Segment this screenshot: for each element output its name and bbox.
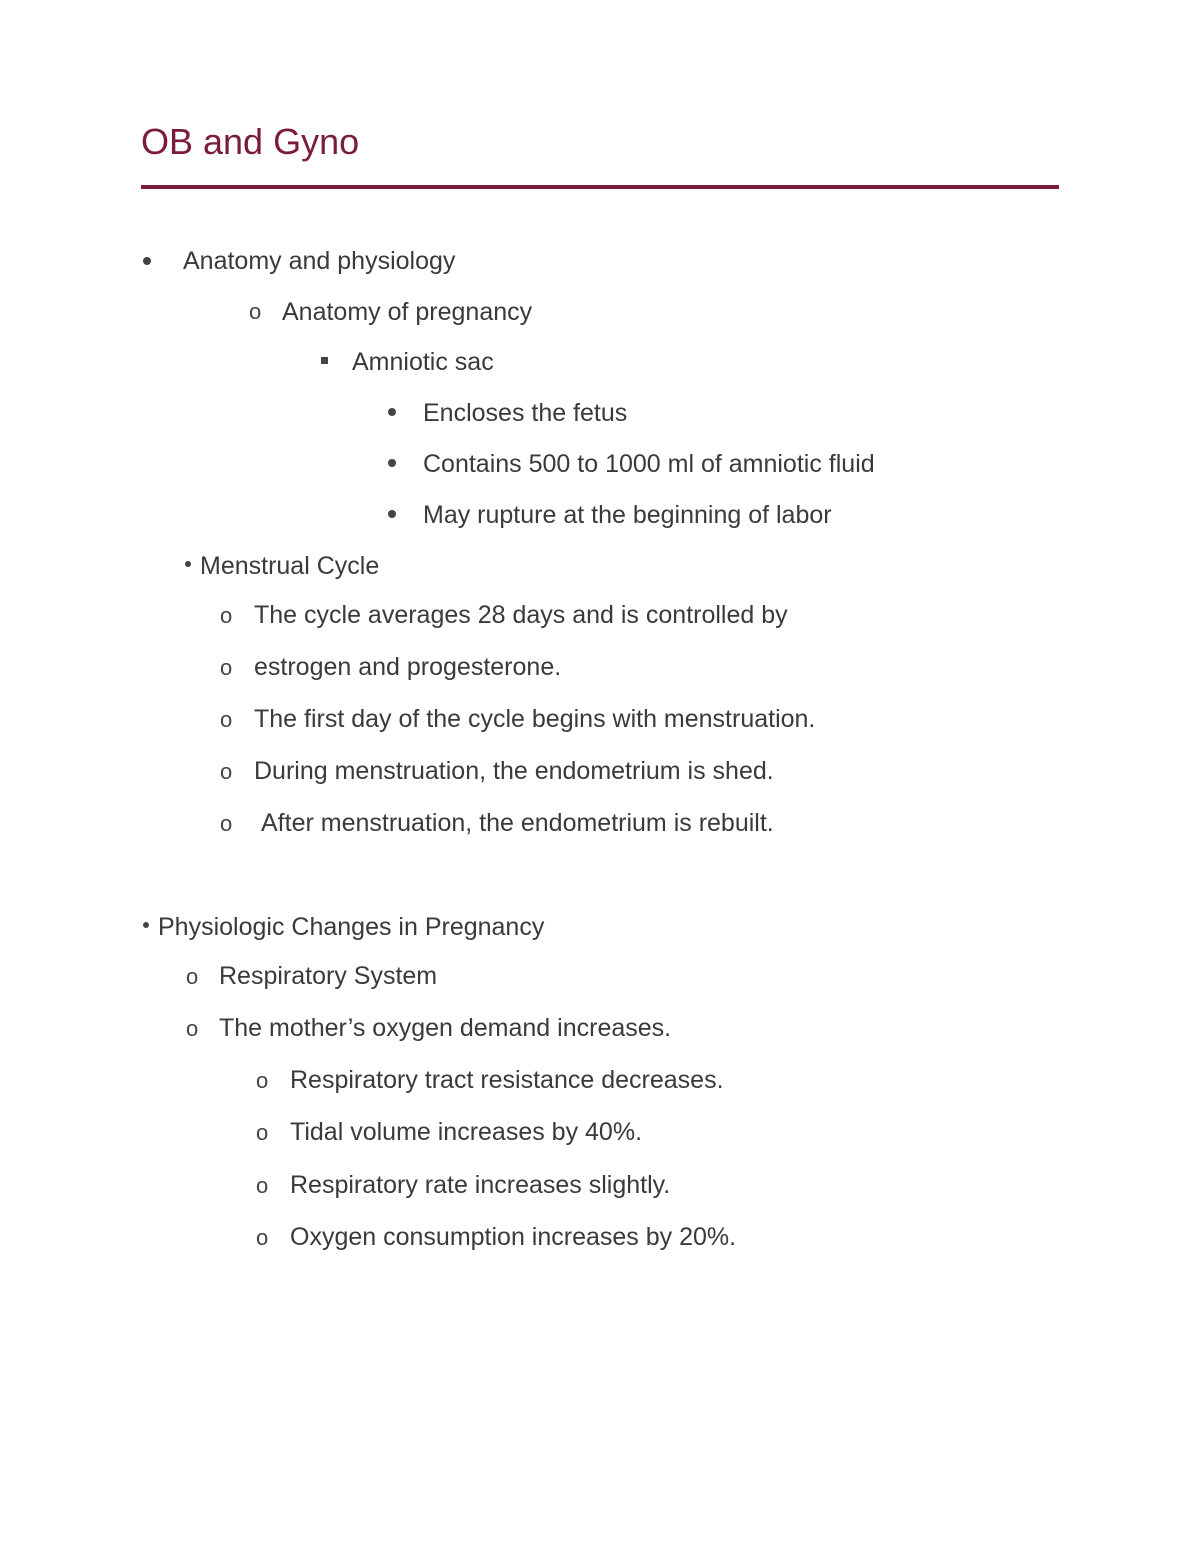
hollow-bullet-icon: o — [220, 603, 233, 628]
list-item-consumption: Oxygen consumption increases by 20%. — [290, 1223, 737, 1251]
list-item-cycle-avg: The cycle averages 28 days and is controlled by — [254, 601, 788, 629]
list-item-contains: Contains 500 to 1000 ml of amniotic fluid — [423, 450, 875, 478]
hollow-bullet-icon: o — [220, 759, 233, 784]
hollow-bullet-icon: o — [249, 299, 262, 324]
list-item-encloses: Encloses the fetus — [423, 399, 628, 427]
bullet-dot-icon — [143, 922, 149, 928]
list-item-anatomy-pregnancy: Anatomy of pregnancy — [282, 298, 533, 326]
list-item-during: During menstruation, the endometrium is shed. — [254, 757, 774, 785]
list-item-respiratory: Respiratory System — [219, 962, 438, 990]
list-item-menstrual — [185, 550, 379, 582]
bullet-dot-icon — [388, 408, 396, 416]
list-item-physiologic-label: Physiologic Changes in Pregnancy — [158, 913, 545, 941]
hollow-bullet-icon: o — [256, 1225, 269, 1250]
list-item-menstrual-label: Menstrual Cycle — [200, 552, 380, 580]
hollow-bullet-icon: o — [186, 1016, 199, 1041]
list-item-physiologic — [143, 911, 544, 943]
list-item-oxygen-demand: The mother’s oxygen demand increases. — [219, 1014, 672, 1042]
bullet-dot-icon — [388, 510, 396, 518]
bullet-dot-icon — [185, 561, 191, 567]
title-divider — [141, 185, 1059, 189]
square-bullet-icon — [321, 357, 328, 364]
list-item-tract: Respiratory tract resistance decreases. — [290, 1066, 724, 1094]
list-item-after: After menstruation, the endometrium is rebuilt. — [261, 809, 774, 837]
page-title: OB and Gyno — [141, 121, 360, 162]
list-item-anatomy: Anatomy and physiology — [183, 247, 456, 275]
hollow-bullet-icon: o — [256, 1068, 269, 1093]
hollow-bullet-icon: o — [220, 655, 233, 680]
bullet-dot-icon — [143, 257, 151, 265]
list-item-first-day: The first day of the cycle begins with menstruation. — [254, 705, 816, 733]
list-item-rate: Respiratory rate increases slightly. — [290, 1171, 671, 1199]
list-item-amniotic-sac: Amniotic sac — [352, 348, 494, 376]
bullet-dot-icon — [388, 459, 396, 467]
hollow-bullet-icon: o — [186, 964, 199, 989]
hollow-bullet-icon: o — [256, 1120, 269, 1145]
hollow-bullet-icon: o — [220, 811, 233, 836]
list-item-tidal: Tidal volume increases by 40%. — [290, 1118, 643, 1146]
list-item-rupture: May rupture at the beginning of labor — [423, 501, 832, 529]
list-item-estrogen: estrogen and progesterone. — [254, 653, 562, 681]
hollow-bullet-icon: o — [256, 1173, 269, 1198]
hollow-bullet-icon: o — [220, 707, 233, 732]
